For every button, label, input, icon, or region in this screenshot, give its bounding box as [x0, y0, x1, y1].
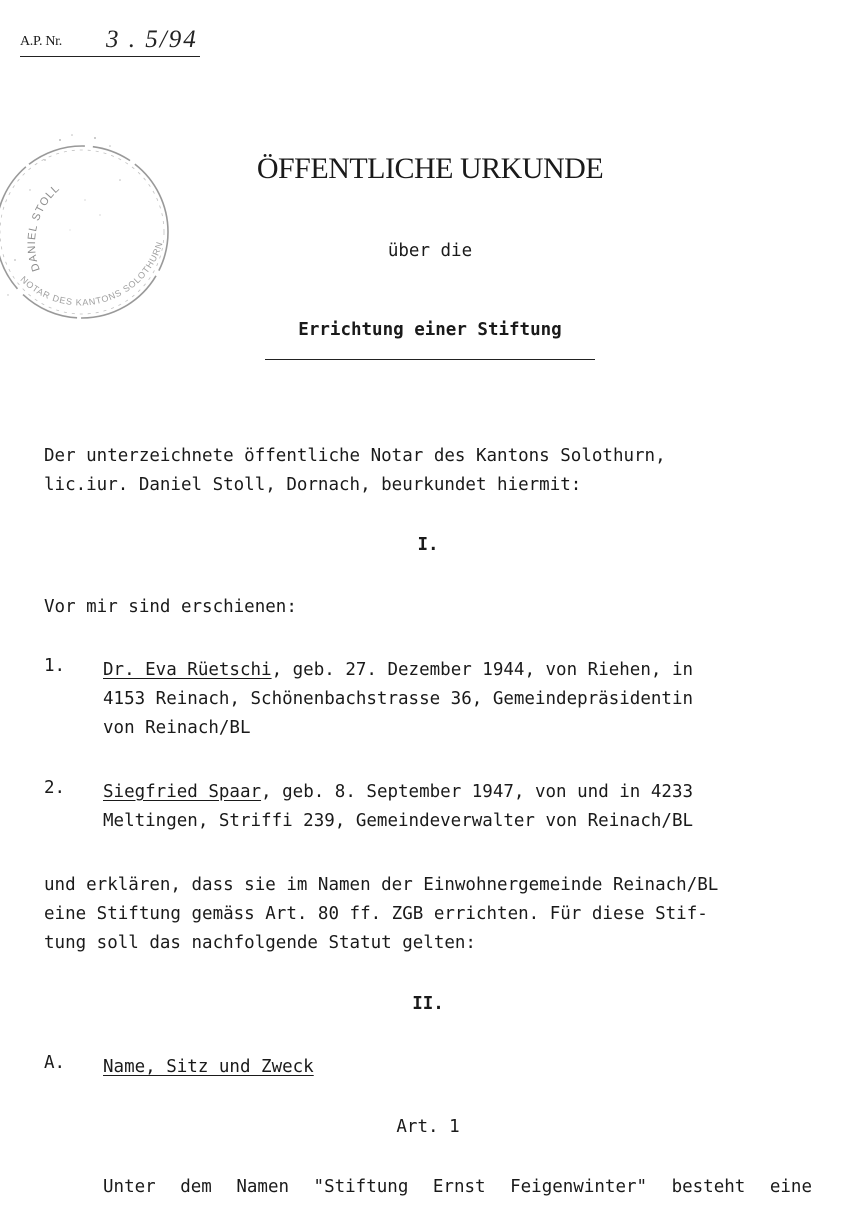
- notary-seal-stamp: [0, 120, 175, 330]
- list-item: [103, 778, 812, 807]
- section-heading-1: I.: [417, 535, 439, 555]
- subsection-title: Name, Sitz und Zweck: [103, 1057, 314, 1077]
- person-name: Siegfried Spaar: [103, 782, 262, 802]
- person-details: , geb. 8. September 1947, von und in 4233: [261, 782, 694, 802]
- person-2-line-2: Meltingen, Striffi 239, Gemeindeverwalter von Reinach/BL: [103, 811, 694, 831]
- article-heading: Art. 1: [396, 1117, 460, 1137]
- list-item: [103, 656, 812, 685]
- list-item-number: 2.: [44, 778, 66, 798]
- svg-text:DANIEL STOLL: [26, 182, 62, 273]
- article-1-line-1: Unter dem Namen "Stiftung Ernst Feigenwinter" besteht eine: [103, 1177, 812, 1197]
- title-divider: [265, 359, 595, 360]
- person-name: Dr. Eva Rüetschi: [103, 660, 272, 680]
- person-1-line-3: von Reinach/BL: [103, 718, 251, 738]
- declaration-line-3: tung soll das nachfolgende Statut gelten:: [44, 933, 476, 953]
- section-heading-2: II.: [412, 994, 444, 1014]
- document-subtitle: über die: [387, 241, 473, 261]
- ap-number-label: A.P. Nr.: [20, 34, 62, 49]
- ap-number-value: 3 . 5/94: [106, 26, 198, 53]
- list-item-number: 1.: [44, 656, 66, 676]
- section-1-lead: Vor mir sind erschienen:: [44, 597, 297, 617]
- person-details: , geb. 27. Dezember 1944, von Riehen, in: [271, 660, 694, 680]
- svg-text:NOTAR DES KANTONS SOLOTHURN: [19, 240, 165, 307]
- document-subject: Errichtung einer Stiftung: [298, 320, 562, 340]
- document-title: ÖFFENTLICHE URKUNDE: [256, 152, 604, 185]
- declaration-line-2: eine Stiftung gemäss Art. 80 ff. ZGB errichten. Für diese Stif-: [44, 904, 708, 924]
- seal-text-top: DANIEL STOLL: [25, 182, 63, 273]
- intro-line-2: lic.iur. Daniel Stoll, Dornach, beurkundet hiermit:: [44, 475, 582, 495]
- ap-number-field: [20, 26, 200, 57]
- subsection-letter: A.: [44, 1053, 66, 1073]
- intro-line-1: Der unterzeichnete öffentliche Notar des Kantons Solothurn,: [44, 446, 666, 466]
- seal-text-bottom: NOTAR DES KANTONS SOLOTHURN: [18, 240, 165, 308]
- person-1-line-2: 4153 Reinach, Schönenbachstrasse 36, Gemeindepräsidentin: [103, 689, 694, 709]
- declaration-line-1: und erklären, dass sie im Namen der Einwohnergemeinde Reinach/BL: [44, 875, 719, 895]
